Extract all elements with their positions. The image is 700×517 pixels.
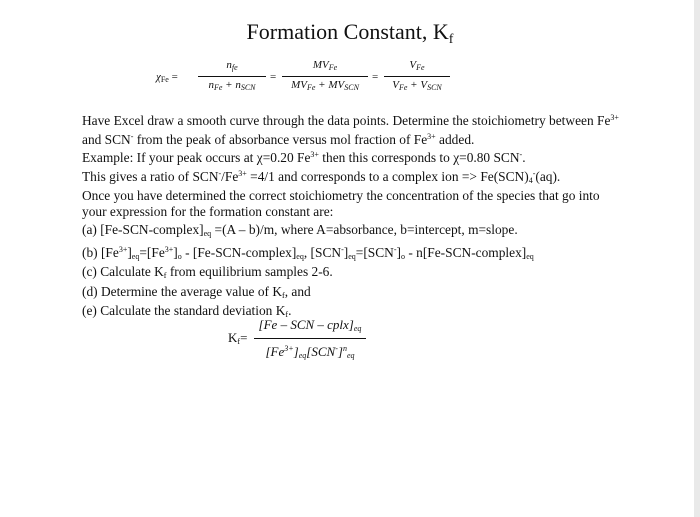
text-line: your expression for the formation constant are: <box>82 203 334 219</box>
steps-list <box>82 222 534 323</box>
page-title: Formation Constant, $K_f$ <box>246 19 454 47</box>
mole-fraction-symbol: $\chi_{Fe}$ = <box>156 71 178 84</box>
fraction-moles: $n_{fe}$ $n_{Fe} + n_{SCN}$ <box>198 58 266 95</box>
list-item: (c) Calculate $K_f$ from equilibrium samples 2-6. <box>82 264 333 281</box>
list-item: (a) $[Fe-SCN-complex]_{eq} =(A - b)/m$, where A=absorbance, b=intercept, m=slope. <box>82 222 518 238</box>
text-line: This gives a ratio of $SCN^-/Fe^{3+} =4/1$ and corresponds to a complex ion => $Fe(SCN)_4^-(aq)$. <box>82 168 561 185</box>
text-line: and SCN- from the peak of absorbance versus mol fraction of $Fe^{3+}$ added. <box>82 131 475 147</box>
instructions-paragraph <box>82 110 619 220</box>
text-line: Have Excel draw a smooth curve through the data points. Determine the stoichiometry between $Fe^{3+}$ <box>82 113 619 128</box>
kf-fraction: [Fe – SCN – $cplx]_{eq}$ $[Fe^{3+}]_{eq}[SCN^-]^n_{eq}$ <box>254 316 366 364</box>
equals-sign: = <box>372 71 379 83</box>
list-item: (b) $[Fe^{3+}]_{eq}=[Fe^{3+}]_o$ - $[Fe-SCN-complex]_{eq}$, $[SCN^-]_{eq}=[SCN^-]_o$ - $n[Fe-SCN-complex]_{eq}$ <box>82 244 534 261</box>
scrollbar-edge <box>694 0 700 517</box>
fraction-volume: $V_{Fe}$ $V_{Fe} + V_{SCN}$ <box>384 58 450 95</box>
list-item: (e) Calculate the standard deviation $K_f$. <box>82 303 292 320</box>
text-line: Example: If your peak occurs at χ=0.20 $Fe^{3+}$ then this corresponds to χ=0.80 SCN-. <box>82 150 526 166</box>
text-line: Once you have determined the correct stoichiometry the concentration of the species that go into <box>82 188 600 204</box>
equals-sign: = <box>270 71 277 83</box>
list-item: (d) Determine the average value of $K_f$, and <box>82 283 311 300</box>
kf-symbol: $K_f=$ <box>228 330 248 346</box>
fraction-molarity-volume: $MV_{Fe}$ $MV_{Fe} + MV_{SCN}$ <box>282 58 368 95</box>
